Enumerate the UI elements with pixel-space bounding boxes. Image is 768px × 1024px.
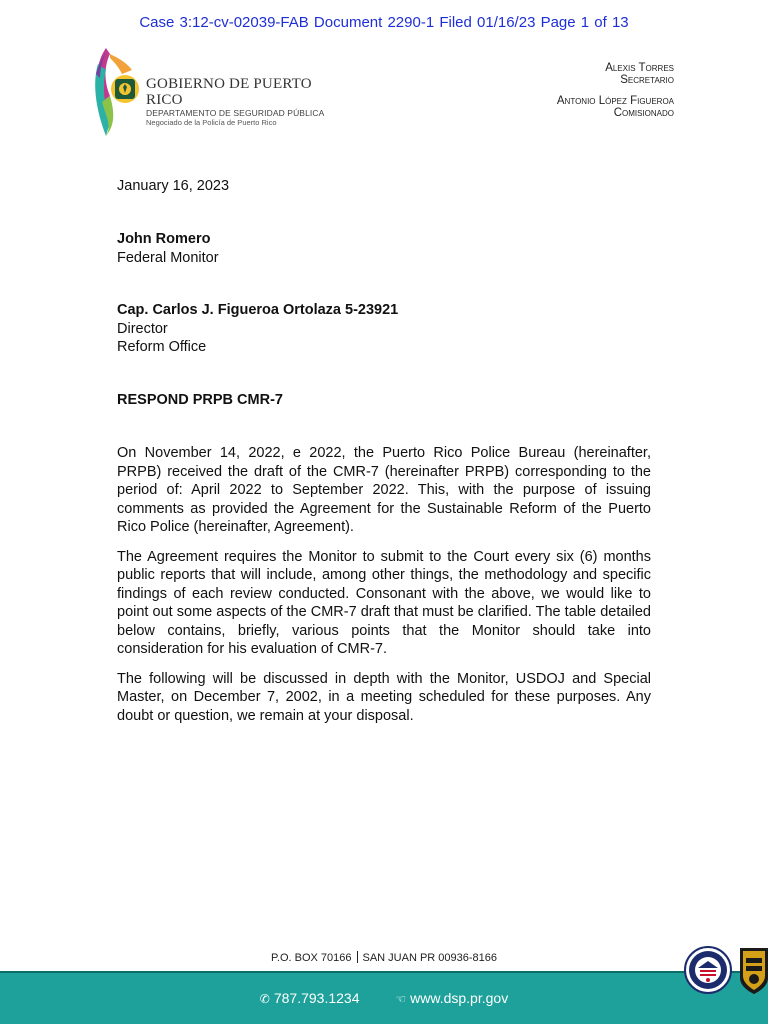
recipient-title: Director <box>117 320 168 337</box>
police-badge-icon <box>738 944 768 996</box>
department-name: DEPARTAMENTO DE SEGURIDAD PÚBLICA <box>146 108 325 118</box>
official-title: Comisionado <box>613 107 674 119</box>
official-name: Antonio López Figueroa <box>556 95 674 107</box>
body-paragraph: On November 14, 2022, e 2022, the Puerto Rico Police Bureau (hereinafter, PRPB) received the draft of the CMR-7 (hereinafter PRPB) corresponding to the period of: April 2022 to September 2022. This, with the purpose of issuing comments as provided the Agreement for the Sustainable Reform of the Puerto Rico Police (hereinafter, Agreement). <box>117 445 651 535</box>
dsp-seal-icon <box>684 946 732 994</box>
website-link[interactable] <box>395 990 508 1006</box>
city-zip: SAN JUAN PR 00936-8166 <box>362 952 498 964</box>
official-title: Secretario <box>620 74 674 86</box>
phone-number: 787.793.1234 <box>273 990 360 1006</box>
recipient-block <box>117 301 651 357</box>
recipient-name: Cap. Carlos J. Figueroa Ortolaza 5-23921 <box>117 302 399 318</box>
officials-block <box>557 62 674 119</box>
footer-divider <box>0 971 768 973</box>
recipient-office: Reform Office <box>117 339 207 355</box>
letter-subject: RESPOND PRPB CMR-7 <box>117 392 283 408</box>
phone-contact <box>260 990 360 1006</box>
cursor-hand-icon: ☜ <box>395 992 407 1006</box>
footer-contacts <box>0 990 768 1006</box>
government-logo <box>92 44 332 140</box>
po-box: P.O. BOX 70166 <box>270 952 352 964</box>
government-name: GOBIERNO DE PUERTO RICO <box>146 76 312 108</box>
official-name: Alexis Torres <box>605 62 674 74</box>
recipient-block <box>117 230 651 267</box>
letter-body <box>117 444 651 736</box>
phone-icon: ✆ <box>259 992 270 1006</box>
letter-date: January 16, 2023 <box>117 178 230 194</box>
body-paragraph: The Agreement requires the Monitor to submit to the Court every six (6) months public reports that will include, among other things, the methodology and specific findings of each review conducted. Consonant with the above, we would like to point out some aspects of the CMR-7 draft that must be clarified. The table detailed below contains, briefly, various points that the Monitor should take into consideration for his evaluation of CMR-7. <box>117 548 651 657</box>
recipient-name: John Romero <box>117 231 211 247</box>
case-header: Case 3:12-cv-02039-FAB Document 2290-1 Filed 01/16/23 Page 1 of 13 <box>139 14 629 31</box>
puerto-rico-emblem-icon <box>92 44 148 140</box>
footer-address <box>0 951 768 964</box>
body-paragraph: The following will be discussed in depth with the Monitor, USDOJ and Special Master, on December 7, 2002, in a meeting scheduled for these purposes. Any doubt or question, we remain at your disposal. <box>117 670 651 724</box>
bureau-name: Negociado de la Policía de Puerto Rico <box>146 118 277 127</box>
recipient-title: Federal Monitor <box>117 249 219 266</box>
address-divider <box>357 951 358 963</box>
website-url[interactable]: www.dsp.pr.gov <box>410 990 509 1006</box>
